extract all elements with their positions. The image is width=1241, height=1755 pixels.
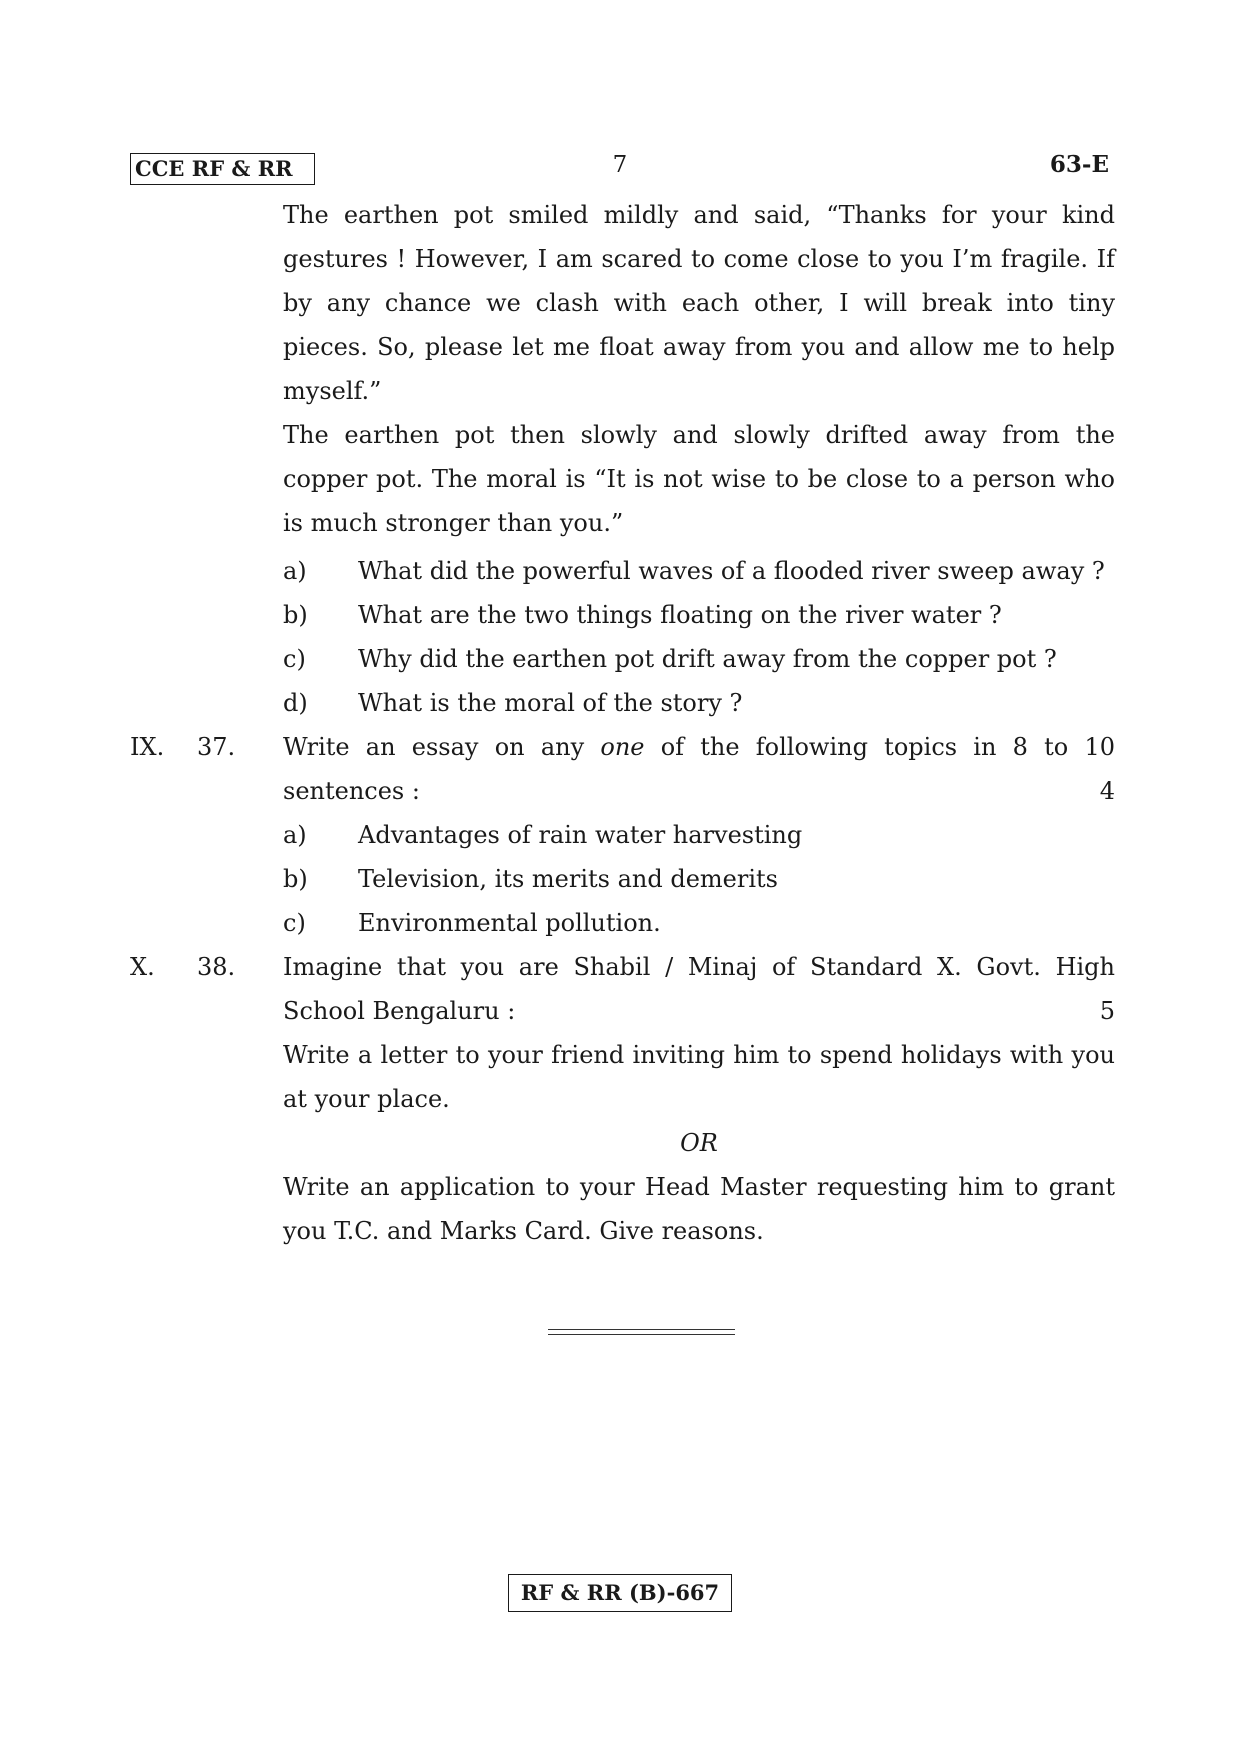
story-paragraph-1: The earthen pot smiled mildly and said, “Thanks for your kind gestures ! However, I am scared to come close to you I’m fragile. If by any chance we clash with each other, I will break into tiny pieces. So, please let me float away from you and allow me to help myself.”	[283, 201, 1115, 405]
letter-prompt-line-2: School Bengaluru :	[283, 997, 516, 1025]
topic-label-c: c)	[283, 909, 306, 937]
marks-38: 5	[1099, 997, 1115, 1025]
essay-prompt-line-1	[283, 732, 1115, 762]
paper-series-label: CCE RF & RR	[130, 153, 315, 185]
paper-code: 63-E	[1049, 151, 1109, 178]
question-text-c: Why did the earthen pot drift away from the copper pot ?	[358, 645, 1057, 673]
end-of-paper-rule	[548, 1329, 735, 1335]
question-text-d: What is the moral of the story ?	[358, 689, 743, 717]
essay-prompt-start: Write an essay on any	[283, 733, 585, 761]
page-number: 7	[612, 152, 628, 178]
question-label-c: c)	[283, 645, 306, 673]
or-separator: OR	[680, 1129, 718, 1157]
application-task: Write an application to your Head Master requesting him to grant you T.C. and Marks Card. Give reasons.	[283, 1173, 1115, 1245]
topic-text-c: Environmental pollution.	[358, 909, 661, 937]
marks-37: 4	[1099, 777, 1115, 805]
topic-text-a: Advantages of rain water harvesting	[358, 821, 803, 849]
essay-prompt-end: of the following topics in 8 to 10	[660, 733, 1115, 761]
essay-prompt-emphasis: one	[600, 733, 645, 761]
topic-label-a: a)	[283, 821, 307, 849]
footer-code: RF & RR (B)-667	[508, 1574, 732, 1612]
letter-prompt-line-1: Imagine that you are Shabil / Minaj of Standard X. Govt. High	[283, 953, 1115, 981]
question-text-b: What are the two things floating on the river water ?	[358, 601, 1002, 629]
topic-text-b: Television, its merits and demerits	[358, 865, 778, 893]
essay-prompt-line-2: sentences :	[283, 777, 420, 805]
question-number-37: 37.	[197, 733, 236, 761]
question-number-38: 38.	[197, 953, 236, 981]
question-text-a: What did the powerful waves of a flooded river sweep away ?	[358, 557, 1105, 585]
question-label-a: a)	[283, 557, 307, 585]
letter-task: Write a letter to your friend inviting him to spend holidays with you at your place.	[283, 1041, 1115, 1113]
question-label-d: d)	[283, 689, 308, 717]
section-roman-ix: IX.	[130, 733, 165, 761]
section-roman-x: X.	[130, 953, 155, 981]
question-label-b: b)	[283, 601, 308, 629]
story-paragraph-2: The earthen pot then slowly and slowly drifted away from the copper pot. The moral is “It is not wise to be close to a person who is much stronger than you.”	[283, 421, 1115, 537]
topic-label-b: b)	[283, 865, 308, 893]
